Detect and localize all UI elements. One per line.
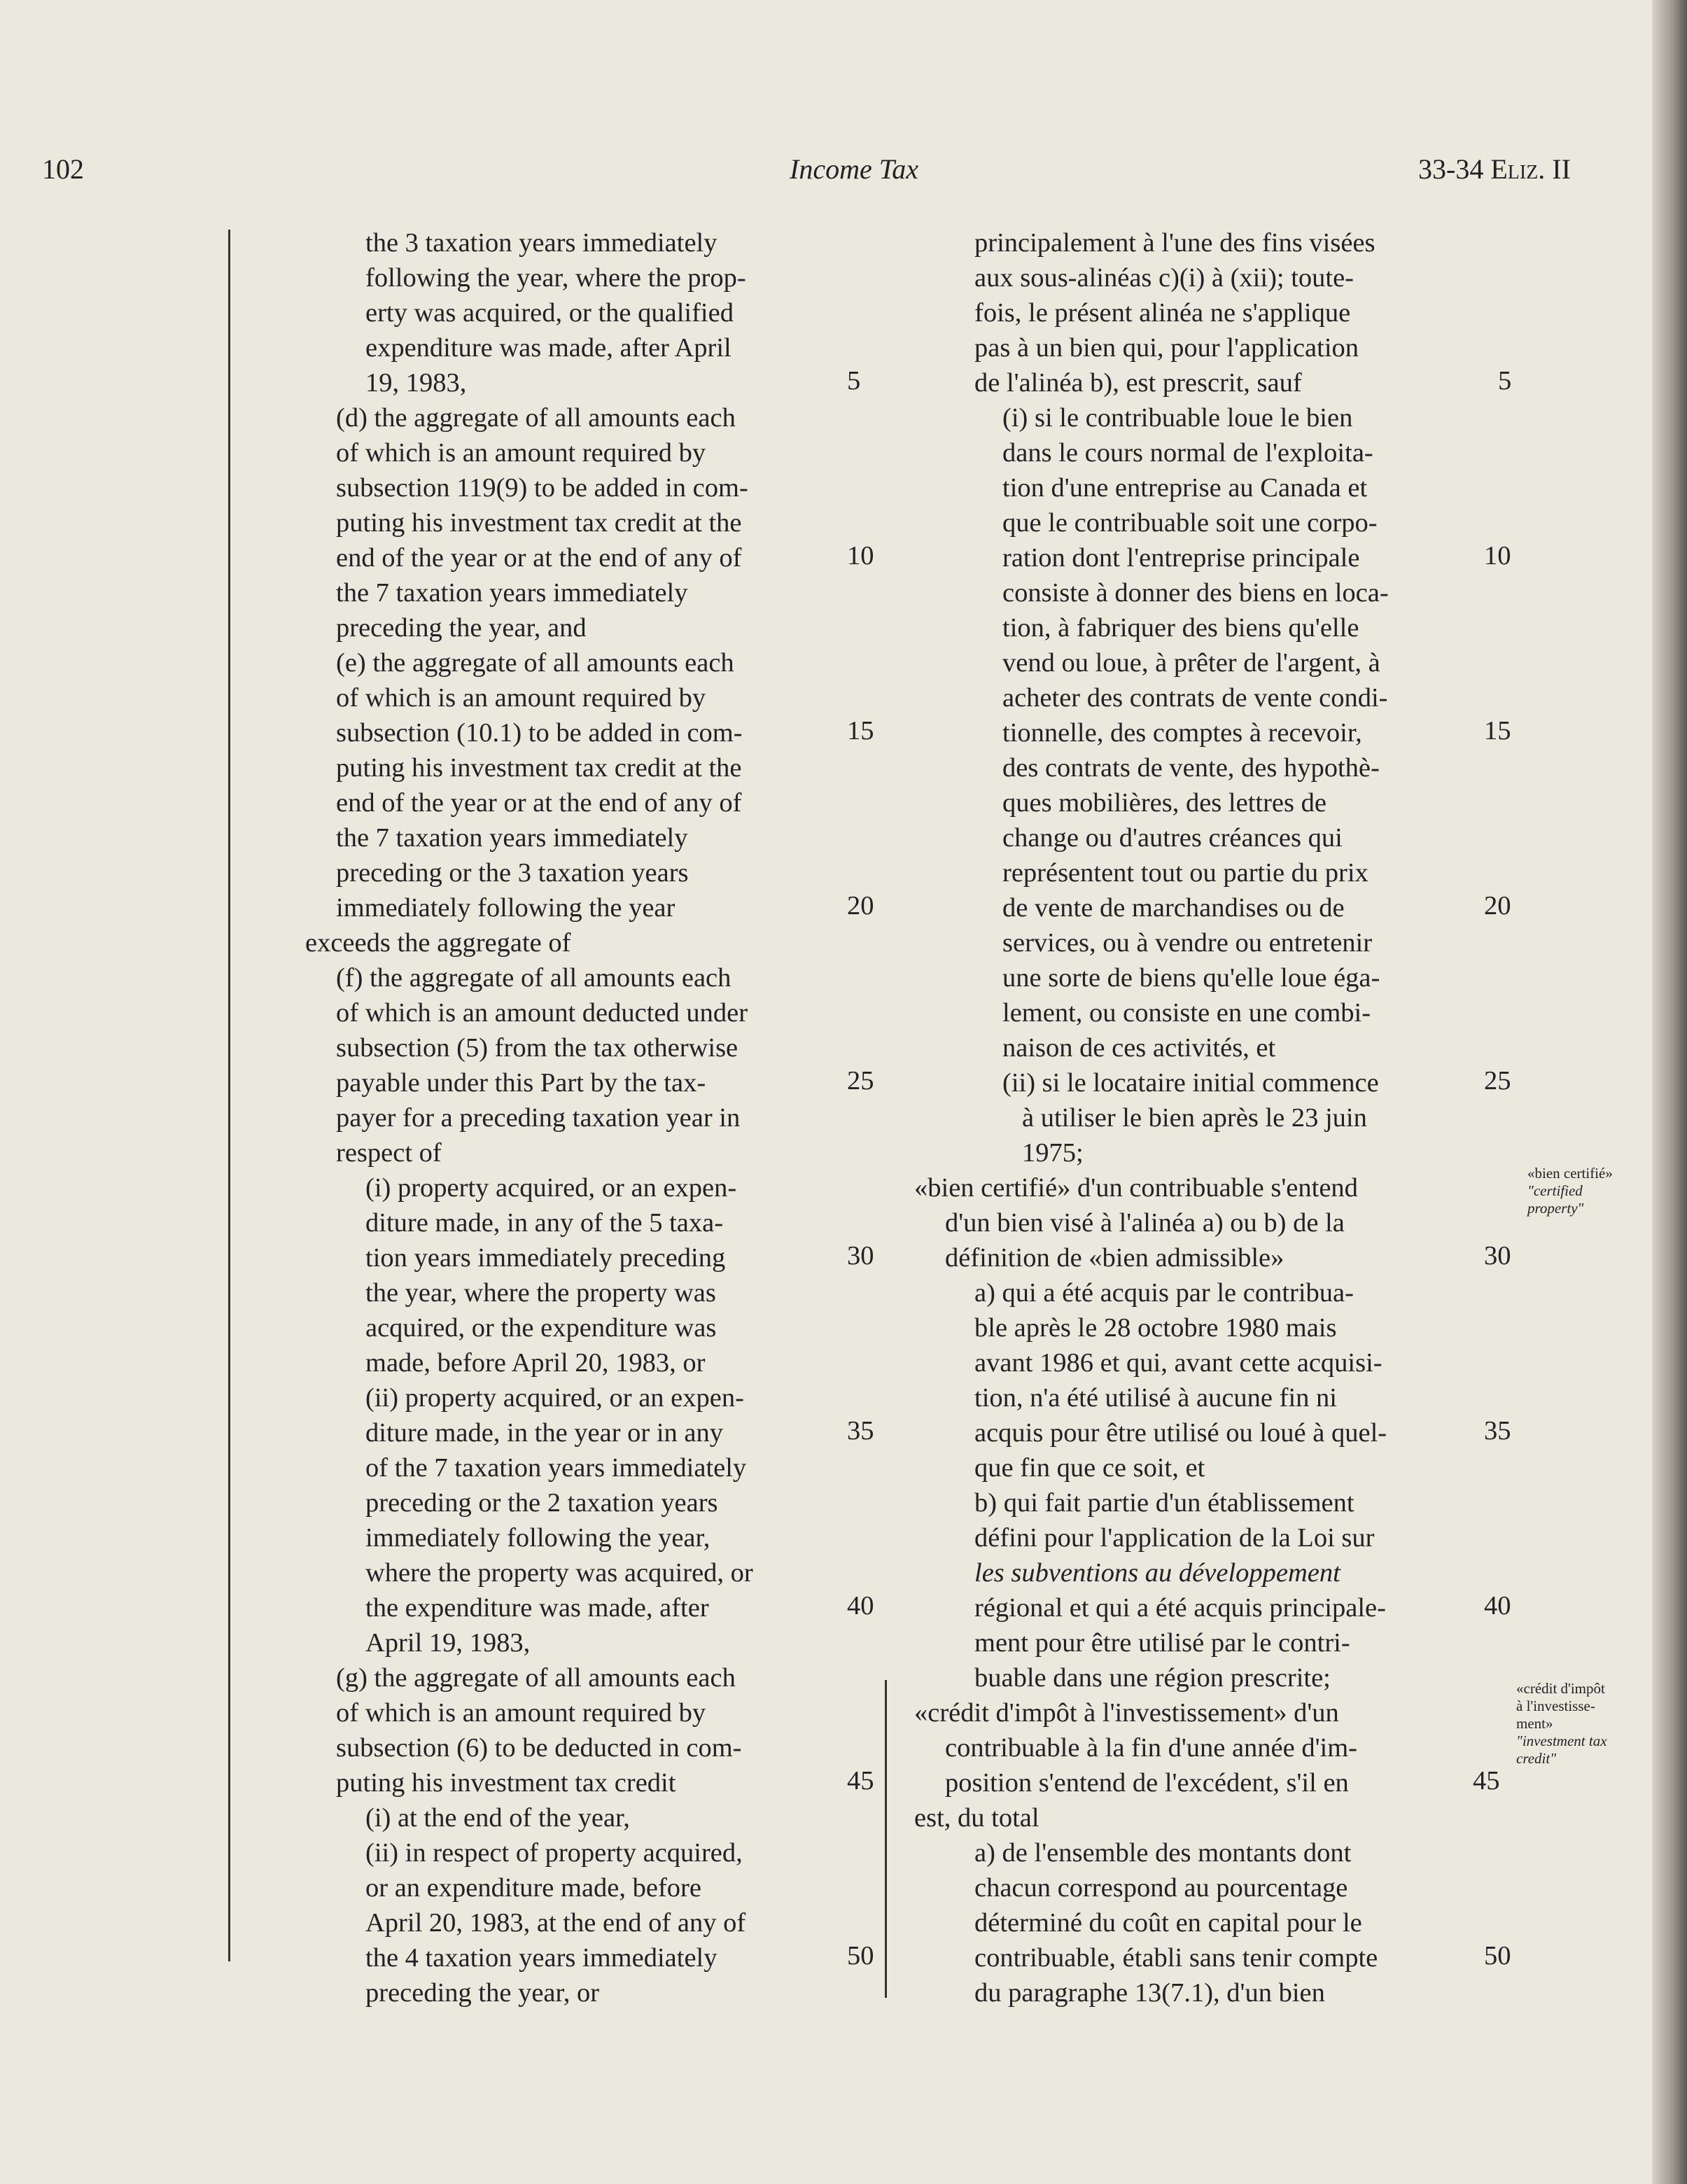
text-line: (f) the aggregate of all amounts each bbox=[336, 963, 732, 993]
margin-note-line: à l'investisse- bbox=[1516, 1698, 1595, 1714]
text-line: preceding the year, or bbox=[365, 1978, 600, 2008]
text-line: preceding the year, and bbox=[336, 613, 587, 643]
page-number: 102 bbox=[42, 153, 84, 185]
text-line: April 19, 1983, bbox=[365, 1628, 531, 1658]
line-number: 25 bbox=[1484, 1066, 1511, 1096]
center-rule-lower bbox=[885, 1680, 887, 1998]
text-line: exceeds the aggregate of bbox=[305, 928, 571, 958]
text-line: de l'alinéa b), est prescrit, sauf bbox=[974, 368, 1302, 398]
margin-note-investment-tax-credit bbox=[1516, 1680, 1607, 1768]
text-line: tion years immediately preceding bbox=[365, 1243, 726, 1273]
text-line: of which is an amount deducted under bbox=[336, 998, 748, 1028]
margin-note-line: «crédit d'impôt bbox=[1516, 1680, 1605, 1697]
text-line: of the 7 taxation years immediately bbox=[365, 1453, 747, 1483]
text-line: (ii) si le locataire initial commence bbox=[1002, 1068, 1379, 1098]
text-line: position s'entend de l'excédent, s'il en bbox=[945, 1768, 1349, 1798]
margin-note-line: «bien certifié» bbox=[1527, 1165, 1613, 1182]
text-line: tion, n'a été utilisé à aucune fin ni bbox=[974, 1383, 1337, 1413]
text-line: acquis pour être utilisé ou loué à quel- bbox=[974, 1418, 1387, 1448]
text-line: (g) the aggregate of all amounts each bbox=[336, 1663, 736, 1693]
line-number: 30 bbox=[847, 1241, 874, 1270]
text-line: end of the year or at the end of any of bbox=[336, 543, 742, 573]
text-line: end of the year or at the end of any of bbox=[336, 788, 742, 818]
text-line: pas à un bien qui, pour l'application bbox=[974, 333, 1359, 363]
text-line: subsection (6) to be deducted in com- bbox=[336, 1733, 742, 1763]
text-line: immediately following the year, bbox=[365, 1523, 710, 1553]
text-line: tionnelle, des comptes à recevoir, bbox=[1002, 718, 1362, 748]
text-line: ration dont l'entreprise principale bbox=[1002, 543, 1360, 573]
text-line: 1975; bbox=[1022, 1138, 1084, 1168]
text-line: a) qui a été acquis par le contribua- bbox=[974, 1278, 1354, 1308]
text-line: d'un bien visé à l'alinéa a) ou b) de la bbox=[945, 1208, 1345, 1238]
line-number: 15 bbox=[847, 716, 874, 746]
margin-note-line: "certified bbox=[1527, 1182, 1583, 1199]
margin-note-line: "investment tax bbox=[1516, 1732, 1607, 1749]
line-number: 30 bbox=[1484, 1241, 1511, 1270]
text-line: acheter des contrats de vente condi- bbox=[1002, 683, 1388, 713]
text-line: contribuable à la fin d'une année d'im- bbox=[945, 1733, 1358, 1763]
text-line: lement, ou consiste en une combi- bbox=[1002, 998, 1371, 1028]
text-line: the 7 taxation years immediately bbox=[336, 823, 688, 853]
text-line: of which is an amount required by bbox=[336, 1698, 706, 1728]
text-line: diture made, in the year or in any bbox=[365, 1418, 724, 1448]
text-line: the 4 taxation years immediately bbox=[365, 1943, 718, 1973]
line-number: 5 bbox=[847, 366, 861, 396]
text-line: of which is an amount required by bbox=[336, 438, 706, 468]
text-line: aux sous-alinéas c)(i) à (xii); toute- bbox=[974, 263, 1354, 293]
line-number: 45 bbox=[1473, 1766, 1500, 1795]
text-line: puting his investment tax credit bbox=[336, 1768, 676, 1798]
text-line: ques mobilières, des lettres de bbox=[1002, 788, 1326, 818]
text-line: vend ou loue, à prêter de l'argent, à bbox=[1002, 648, 1380, 678]
text-line: a) de l'ensemble des montants dont bbox=[974, 1838, 1352, 1868]
text-line: made, before April 20, 1983, or bbox=[365, 1348, 706, 1378]
text-line: subsection (10.1) to be added in com- bbox=[336, 718, 743, 748]
line-number: 5 bbox=[1498, 366, 1512, 396]
text-line: du paragraphe 13(7.1), d'un bien bbox=[974, 1978, 1325, 2008]
text-line: preceding or the 3 taxation years bbox=[336, 858, 689, 888]
text-line: que le contribuable soit une corpo- bbox=[1002, 508, 1378, 538]
text-line: définition de «bien admissible» bbox=[945, 1243, 1284, 1273]
text-line: puting his investment tax credit at the bbox=[336, 753, 742, 783]
text-line: the year, where the property was bbox=[365, 1278, 716, 1308]
text-line: expenditure was made, after April bbox=[365, 333, 732, 363]
text-line: chacun correspond au pourcentage bbox=[974, 1873, 1348, 1903]
text-line: preceding or the 2 taxation years bbox=[365, 1488, 718, 1518]
text-line: est, du total bbox=[914, 1803, 1040, 1833]
text-line: puting his investment tax credit at the bbox=[336, 508, 742, 538]
text-line: des contrats de vente, des hypothè- bbox=[1002, 753, 1380, 783]
text-line: contribuable, établi sans tenir compte bbox=[974, 1943, 1378, 1973]
line-number: 40 bbox=[847, 1591, 874, 1620]
text-line: buable dans une région prescrite; bbox=[974, 1663, 1331, 1693]
text-line: dans le cours normal de l'exploita- bbox=[1002, 438, 1373, 468]
text-line: (e) the aggregate of all amounts each bbox=[336, 648, 734, 678]
text-line: défini pour l'application de la Loi sur bbox=[974, 1523, 1375, 1553]
margin-note-certified-property bbox=[1527, 1165, 1613, 1217]
line-number: 50 bbox=[847, 1941, 874, 1970]
text-line: (i) property acquired, or an expen- bbox=[365, 1173, 737, 1203]
text-line: consiste à donner des biens en loca- bbox=[1002, 578, 1389, 608]
line-number: 10 bbox=[1484, 541, 1511, 570]
text-line: change ou d'autres créances qui bbox=[1002, 823, 1343, 853]
text-line: payable under this Part by the tax- bbox=[336, 1068, 706, 1098]
text-line: de vente de marchandises ou de bbox=[1002, 893, 1345, 923]
session-reference: 33-34 Eliz. II bbox=[1418, 153, 1571, 185]
text-line: subsection (5) from the tax otherwise bbox=[336, 1033, 738, 1063]
text-line: acquired, or the expenditure was bbox=[365, 1313, 717, 1343]
margin-note-line: ment» bbox=[1516, 1715, 1553, 1732]
text-line: 19, 1983, bbox=[365, 368, 467, 398]
text-line: que fin que ce soit, et bbox=[974, 1453, 1205, 1483]
left-column-rule bbox=[228, 230, 230, 1961]
line-number: 10 bbox=[847, 541, 874, 570]
margin-note-line: property" bbox=[1527, 1200, 1584, 1217]
text-line: of which is an amount required by bbox=[336, 683, 706, 713]
line-number: 40 bbox=[1484, 1591, 1511, 1620]
line-number: 45 bbox=[847, 1766, 874, 1795]
text-line: where the property was acquired, or bbox=[365, 1558, 753, 1588]
text-line: services, ou à vendre ou entretenir bbox=[1002, 928, 1373, 958]
text-line: (d) the aggregate of all amounts each bbox=[336, 403, 736, 433]
line-number: 20 bbox=[1484, 891, 1511, 920]
text-line: immediately following the year bbox=[336, 893, 676, 923]
text-line: «bien certifié» d'un contribuable s'entend bbox=[914, 1173, 1358, 1203]
text-line: the 7 taxation years immediately bbox=[336, 578, 688, 608]
text-line: naison de ces activités, et bbox=[1002, 1033, 1276, 1063]
text-line: avant 1986 et qui, avant cette acquisi- bbox=[974, 1348, 1382, 1378]
text-line: (ii) property acquired, or an expen- bbox=[365, 1383, 744, 1413]
text-line: the expenditure was made, after bbox=[365, 1593, 709, 1623]
text-line: (i) si le contribuable loue le bien bbox=[1002, 403, 1353, 433]
text-line: following the year, where the prop- bbox=[365, 263, 746, 293]
margin-note-line: credit" bbox=[1516, 1750, 1557, 1767]
text-line: à utiliser le bien après le 23 juin bbox=[1022, 1103, 1367, 1133]
text-line: ble après le 28 octobre 1980 mais bbox=[974, 1313, 1337, 1343]
line-number: 15 bbox=[1484, 716, 1511, 746]
text-line: subsection 119(9) to be added in com- bbox=[336, 473, 748, 503]
text-line: «crédit d'impôt à l'investissement» d'un bbox=[914, 1698, 1339, 1728]
line-number: 20 bbox=[847, 891, 874, 920]
text-line: tion d'une entreprise au Canada et bbox=[1002, 473, 1368, 503]
line-number: 35 bbox=[1484, 1416, 1511, 1446]
text-line: ment pour être utilisé par le contri- bbox=[974, 1628, 1350, 1658]
text-line: diture made, in any of the 5 taxa- bbox=[365, 1208, 724, 1238]
text-line: April 20, 1983, at the end of any of bbox=[365, 1908, 746, 1938]
text-line: une sorte de biens qu'elle loue éga- bbox=[1002, 963, 1380, 993]
line-number: 35 bbox=[847, 1416, 874, 1446]
text-line: (i) at the end of the year, bbox=[365, 1803, 630, 1833]
text-line: représentent tout ou partie du prix bbox=[1002, 858, 1368, 888]
text-line: erty was acquired, or the qualified bbox=[365, 298, 734, 328]
text-line: or an expenditure made, before bbox=[365, 1873, 701, 1903]
text-line: principalement à l'une des fins visées bbox=[974, 228, 1376, 258]
line-number: 25 bbox=[847, 1066, 874, 1096]
text-line: b) qui fait partie d'un établissement bbox=[974, 1488, 1354, 1518]
text-line: payer for a preceding taxation year in bbox=[336, 1103, 741, 1133]
text-line: fois, le présent alinéa ne s'applique bbox=[974, 298, 1351, 328]
text-line: the 3 taxation years immediately bbox=[365, 228, 718, 258]
book-binding-edge bbox=[1652, 0, 1687, 2184]
text-line: régional et qui a été acquis principale- bbox=[974, 1593, 1386, 1623]
text-line: déterminé du coût en capital pour le bbox=[974, 1908, 1362, 1938]
text-line: (ii) in respect of property acquired, bbox=[365, 1838, 743, 1868]
line-number: 50 bbox=[1484, 1941, 1511, 1970]
running-title: Income Tax bbox=[790, 153, 919, 185]
text-line: tion, à fabriquer des biens qu'elle bbox=[1002, 613, 1359, 643]
text-line: respect of bbox=[336, 1138, 442, 1168]
text-line: les subventions au développement bbox=[974, 1558, 1340, 1588]
